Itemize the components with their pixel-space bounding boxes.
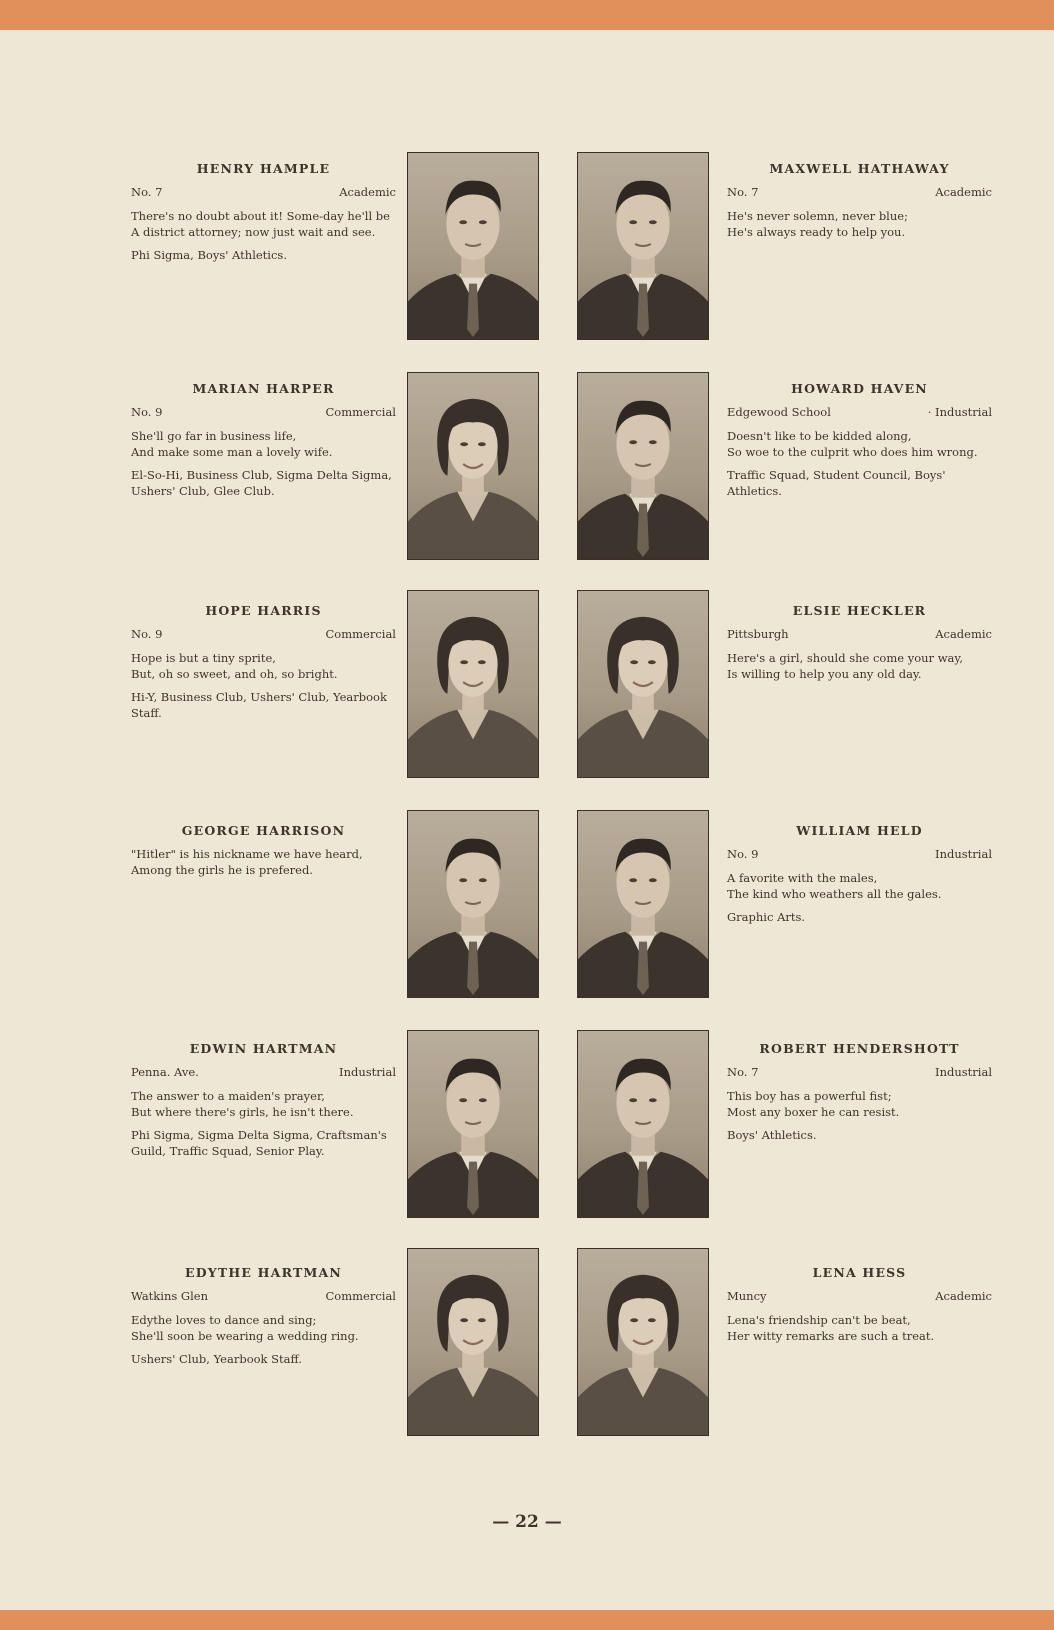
student-portrait: [577, 372, 709, 560]
verse-line: He's never solemn, never blue;: [727, 209, 908, 224]
student-name: MARIAN HARPER: [192, 381, 335, 396]
student-portrait: [407, 152, 539, 340]
student-name: HOPE HARRIS: [205, 603, 322, 618]
student-verse: [727, 871, 992, 903]
student-portrait: [577, 1248, 709, 1436]
student-verse: [131, 1089, 396, 1121]
top-orange-band: [0, 0, 1054, 30]
portrait-silhouette: [578, 373, 708, 559]
student-course: Industrial: [339, 1065, 396, 1080]
entry-row: [0, 378, 1054, 578]
student-origin: No. 7: [131, 185, 163, 200]
student-name: GEORGE HARRISON: [181, 823, 346, 838]
student-meta: [131, 185, 396, 201]
verse-line: A favorite with the males,: [727, 871, 878, 886]
portrait-silhouette: [578, 1031, 708, 1217]
student-verse: [131, 429, 396, 461]
verse-line: And make some man a lovely wife.: [131, 444, 333, 459]
student-meta: [727, 1065, 992, 1081]
student-meta: [131, 1065, 396, 1081]
student-course: Industrial: [935, 847, 992, 862]
verse-line: So woe to the culprit who does him wrong.: [727, 444, 978, 459]
bottom-orange-band: [0, 1610, 1054, 1630]
student-activities: Phi Sigma, Sigma Delta Sigma, Craftsman's Guild, Traffic Squad, Senior Play.: [131, 1127, 387, 1158]
verse-line: Lena's friendship can't be beat,: [727, 1313, 911, 1328]
verse-line: The kind who weathers all the gales.: [727, 886, 942, 901]
student-activities: El-So-Hi, Business Club, Sigma Delta Sigma, Ushers' Club, Glee Club.: [131, 467, 392, 498]
student-name: MAXWELL HATHAWAY: [769, 161, 950, 176]
yearbook-page: [0, 30, 1054, 1610]
student-activities: Hi-Y, Business Club, Ushers' Club, Yearbook Staff.: [131, 689, 387, 720]
student-name: LENA HESS: [812, 1265, 907, 1280]
portrait-silhouette: [408, 153, 538, 339]
verse-line: "Hitler" is his nickname we have heard,: [131, 847, 363, 862]
verse-line: Here's a girl, should she come your way,: [727, 651, 964, 666]
student-entry: [727, 602, 992, 690]
student-entry: [727, 380, 992, 500]
portrait-silhouette: [578, 591, 708, 777]
portrait-silhouette: [408, 1031, 538, 1217]
student-name: WILLIAM HELD: [796, 823, 923, 838]
student-entry: [727, 822, 992, 926]
verse-line: A district attorney; now just wait and see.: [131, 224, 376, 239]
student-origin: Penna. Ave.: [131, 1065, 199, 1080]
student-name: EDWIN HARTMAN: [189, 1041, 338, 1056]
student-name: ELSIE HECKLER: [792, 603, 927, 618]
student-meta: [727, 1289, 992, 1305]
portrait-silhouette: [408, 811, 538, 997]
entry-row: [0, 1262, 1054, 1462]
student-entry: [131, 822, 396, 886]
student-course: Industrial: [935, 1065, 992, 1080]
student-verse: [727, 209, 992, 241]
verse-line: She'll go far in business life,: [131, 429, 297, 444]
student-course: Academic: [935, 1289, 992, 1304]
student-course: · Industrial: [927, 405, 992, 420]
student-meta: [131, 627, 396, 643]
student-origin: No. 7: [727, 1065, 759, 1080]
student-portrait: [407, 1248, 539, 1436]
portrait-silhouette: [408, 591, 538, 777]
student-meta: [131, 405, 396, 421]
verse-line: Doesn't like to be kidded along,: [727, 429, 912, 444]
student-origin: Edgewood School: [727, 405, 831, 420]
student-portrait: [577, 152, 709, 340]
verse-line: Most any boxer he can resist.: [727, 1104, 900, 1119]
student-entry: [131, 1040, 396, 1160]
student-activities: Graphic Arts.: [727, 909, 806, 924]
verse-line: Among the girls he is prefered.: [131, 863, 313, 878]
verse-line: But where there's girls, he isn't there.: [131, 1104, 354, 1119]
student-origin: Pittsburgh: [727, 627, 789, 642]
student-portrait: [407, 810, 539, 998]
entry-row: [0, 820, 1054, 1020]
student-activities: Boys' Athletics.: [727, 1127, 817, 1142]
entry-row: [0, 158, 1054, 358]
student-course: Academic: [339, 185, 396, 200]
student-entry: [131, 160, 396, 264]
verse-line: Edythe loves to dance and sing;: [131, 1313, 317, 1328]
student-meta: [727, 185, 992, 201]
verse-line: He's always ready to help you.: [727, 224, 906, 239]
entry-row: [0, 600, 1054, 800]
student-verse: [131, 209, 396, 241]
entry-row: [0, 1038, 1054, 1238]
student-portrait: [577, 810, 709, 998]
verse-line: She'll soon be wearing a wedding ring.: [131, 1328, 359, 1343]
verse-line: This boy has a powerful fist;: [727, 1089, 892, 1104]
student-portrait: [577, 590, 709, 778]
student-meta: [131, 1289, 396, 1305]
student-name: EDYTHE HARTMAN: [184, 1265, 343, 1280]
page-number: — 22 —: [492, 1512, 562, 1532]
verse-line: The answer to a maiden's prayer,: [131, 1089, 325, 1104]
student-course: Academic: [935, 627, 992, 642]
student-entry: [727, 1040, 992, 1144]
student-entry: [131, 380, 396, 500]
student-course: Commercial: [325, 1289, 396, 1304]
student-entry: [727, 1264, 992, 1352]
student-course: Commercial: [325, 405, 396, 420]
student-origin: No. 9: [727, 847, 759, 862]
student-portrait: [407, 372, 539, 560]
verse-line: But, oh so sweet, and oh, so bright.: [131, 666, 338, 681]
student-course: Academic: [935, 185, 992, 200]
student-activities: Phi Sigma, Boys' Athletics.: [131, 247, 287, 262]
student-origin: No. 9: [131, 627, 163, 642]
student-portrait: [407, 1030, 539, 1218]
student-verse: [727, 429, 992, 461]
portrait-silhouette: [408, 1249, 538, 1435]
student-origin: Muncy: [727, 1289, 767, 1304]
student-entry: [727, 160, 992, 248]
student-verse: [727, 651, 992, 683]
portrait-silhouette: [408, 373, 538, 559]
student-course: Commercial: [325, 627, 396, 642]
student-origin: Watkins Glen: [131, 1289, 208, 1304]
verse-line: There's no doubt about it! Some-day he'll be: [131, 209, 390, 224]
student-activities: Traffic Squad, Student Council, Boys' Athletics.: [727, 467, 946, 498]
student-portrait: [407, 590, 539, 778]
portrait-silhouette: [578, 153, 708, 339]
student-name: HOWARD HAVEN: [791, 381, 928, 396]
portrait-silhouette: [578, 811, 708, 997]
student-meta: [727, 847, 992, 863]
verse-line: Her witty remarks are such a treat.: [727, 1328, 935, 1343]
portrait-silhouette: [578, 1249, 708, 1435]
student-name: ROBERT HENDERSHOTT: [759, 1041, 960, 1056]
student-origin: No. 9: [131, 405, 163, 420]
student-meta: [727, 627, 992, 643]
student-verse: [727, 1313, 992, 1345]
student-name: HENRY HAMPLE: [196, 161, 331, 176]
student-entry: [131, 602, 396, 722]
student-verse: [131, 847, 396, 879]
student-verse: [131, 1313, 396, 1345]
student-entry: [131, 1264, 396, 1368]
student-verse: [131, 651, 396, 683]
student-verse: [727, 1089, 992, 1121]
verse-line: Hope is but a tiny sprite,: [131, 651, 276, 666]
student-portrait: [577, 1030, 709, 1218]
student-meta: [727, 405, 992, 421]
student-activities: Ushers' Club, Yearbook Staff.: [131, 1351, 302, 1366]
verse-line: Is willing to help you any old day.: [727, 666, 922, 681]
student-origin: No. 7: [727, 185, 759, 200]
